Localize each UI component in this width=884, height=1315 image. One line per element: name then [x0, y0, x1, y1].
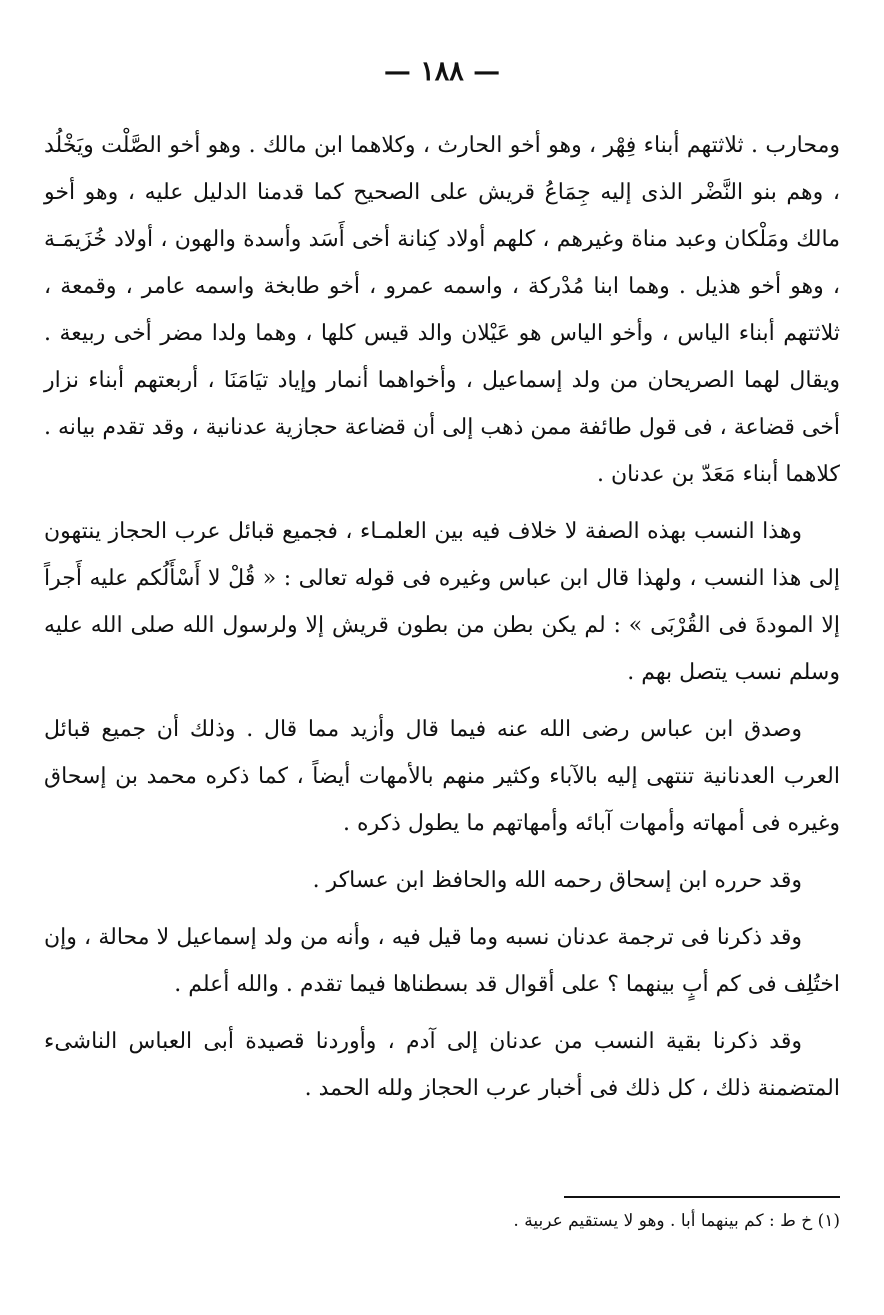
paragraph-lineage-quraysh: ومحارب . ثلاثتهم أبناء فِهْر ، وهو أخو الحارث ، وكلاهما ابن مالك . وهو أخو الصَّلْت ويَخْلُد ، وهم بنو النَّضْر الذى إليه جِمَاعُ قريش على الصحيح كما قدمنا الدليل عليه ، وهو أخو مالك ومَلْكان وعبد مناة وغيرهم ، كلهم أولاد كِنانة أخى أَسَد وأسدة والهون ، أولاد خُزَيمَـة ، وهو أخو هذيل . وهما ابنا مُدْركة ، واسمه عمرو ، أخو طابخة واسمه عامر ، وقمعة ، ثلاثتهم أبناء الياس ، وأخو الياس هو عَيْلان والد قيس كلها ، وهما ولدا مضر أخى ربيعة . ويقال لهما الصريحان من ولد إسماعيل ، وأخواهما أنمار وإياد تيَامَنَا ، أربعتهم أبناء نزار أخى قضاعة ، فى قول طائفة ممن ذهب إلى أن قضاعة حجازية عدنانية ، وقد تقدم بيانه . كلاهما أبناء مَعَدّ بن عدنان . [44, 133, 840, 487]
body-text [44, 122, 840, 1112]
paragraph-adnan-adam: وقد ذكرنا بقية النسب من عدنان إلى آدم ، وأوردنا قصيدة أبى العباس الناشىء المتضمنة ذلك ، كل ذلك فى أخبار عرب الحجاز ولله الحمد . [44, 1029, 840, 1101]
footnote: (١) خ ط : كم بينهما أبا . وهو لا يستقيم عربية . [513, 1211, 840, 1231]
book-page [44, 0, 840, 1315]
paragraph-ibn-ishaq: وقد حرره ابن إسحاق رحمه الله والحافظ ابن عساكر . [312, 868, 802, 893]
paragraph-ibn-abbas: وصدق ابن عباس رضى الله عنه فيما قال وأزيد مما قال . وذلك أن جميع قبائل العرب العدنانية تنتهى إليه بالآباء وكثير منهم بالأمهات أيضاً ، كما ذكره محمد بن إسحاق وغيره فى أمهاته وأمهات آبائه وأمهاتهم ما يطول ذكره . [44, 717, 840, 836]
paragraph-adnan-ismail: وقد ذكرنا فى ترجمة عدنان نسبه وما قيل فيه ، وأنه من ولد إسماعيل لا محالة ، وإن اختُلِف فى كم أبٍ بينهما ؟ على أقوال قد بسطناها فيما تقدم . والله أعلم . [44, 925, 840, 997]
page-number: — ١٨٨ — [383, 56, 501, 87]
paragraph-hijaz-tribes: وهذا النسب بهذه الصفة لا خلاف فيه بين العلمـاء ، فجميع قبائل عرب الحجاز ينتهون إلى هذا النسب ، ولهذا قال ابن عباس وغيره فى قوله تعالى : « قُلْ لا أَسْأَلُكم عليه أَجراً إلا المودةَ فى القُرْبَى » : لم يكن بطن من بطون قريش إلا ولرسول الله صلى الله عليه وسلم نسب يتصل بهم . [44, 519, 840, 685]
footnote-divider [564, 1196, 840, 1198]
